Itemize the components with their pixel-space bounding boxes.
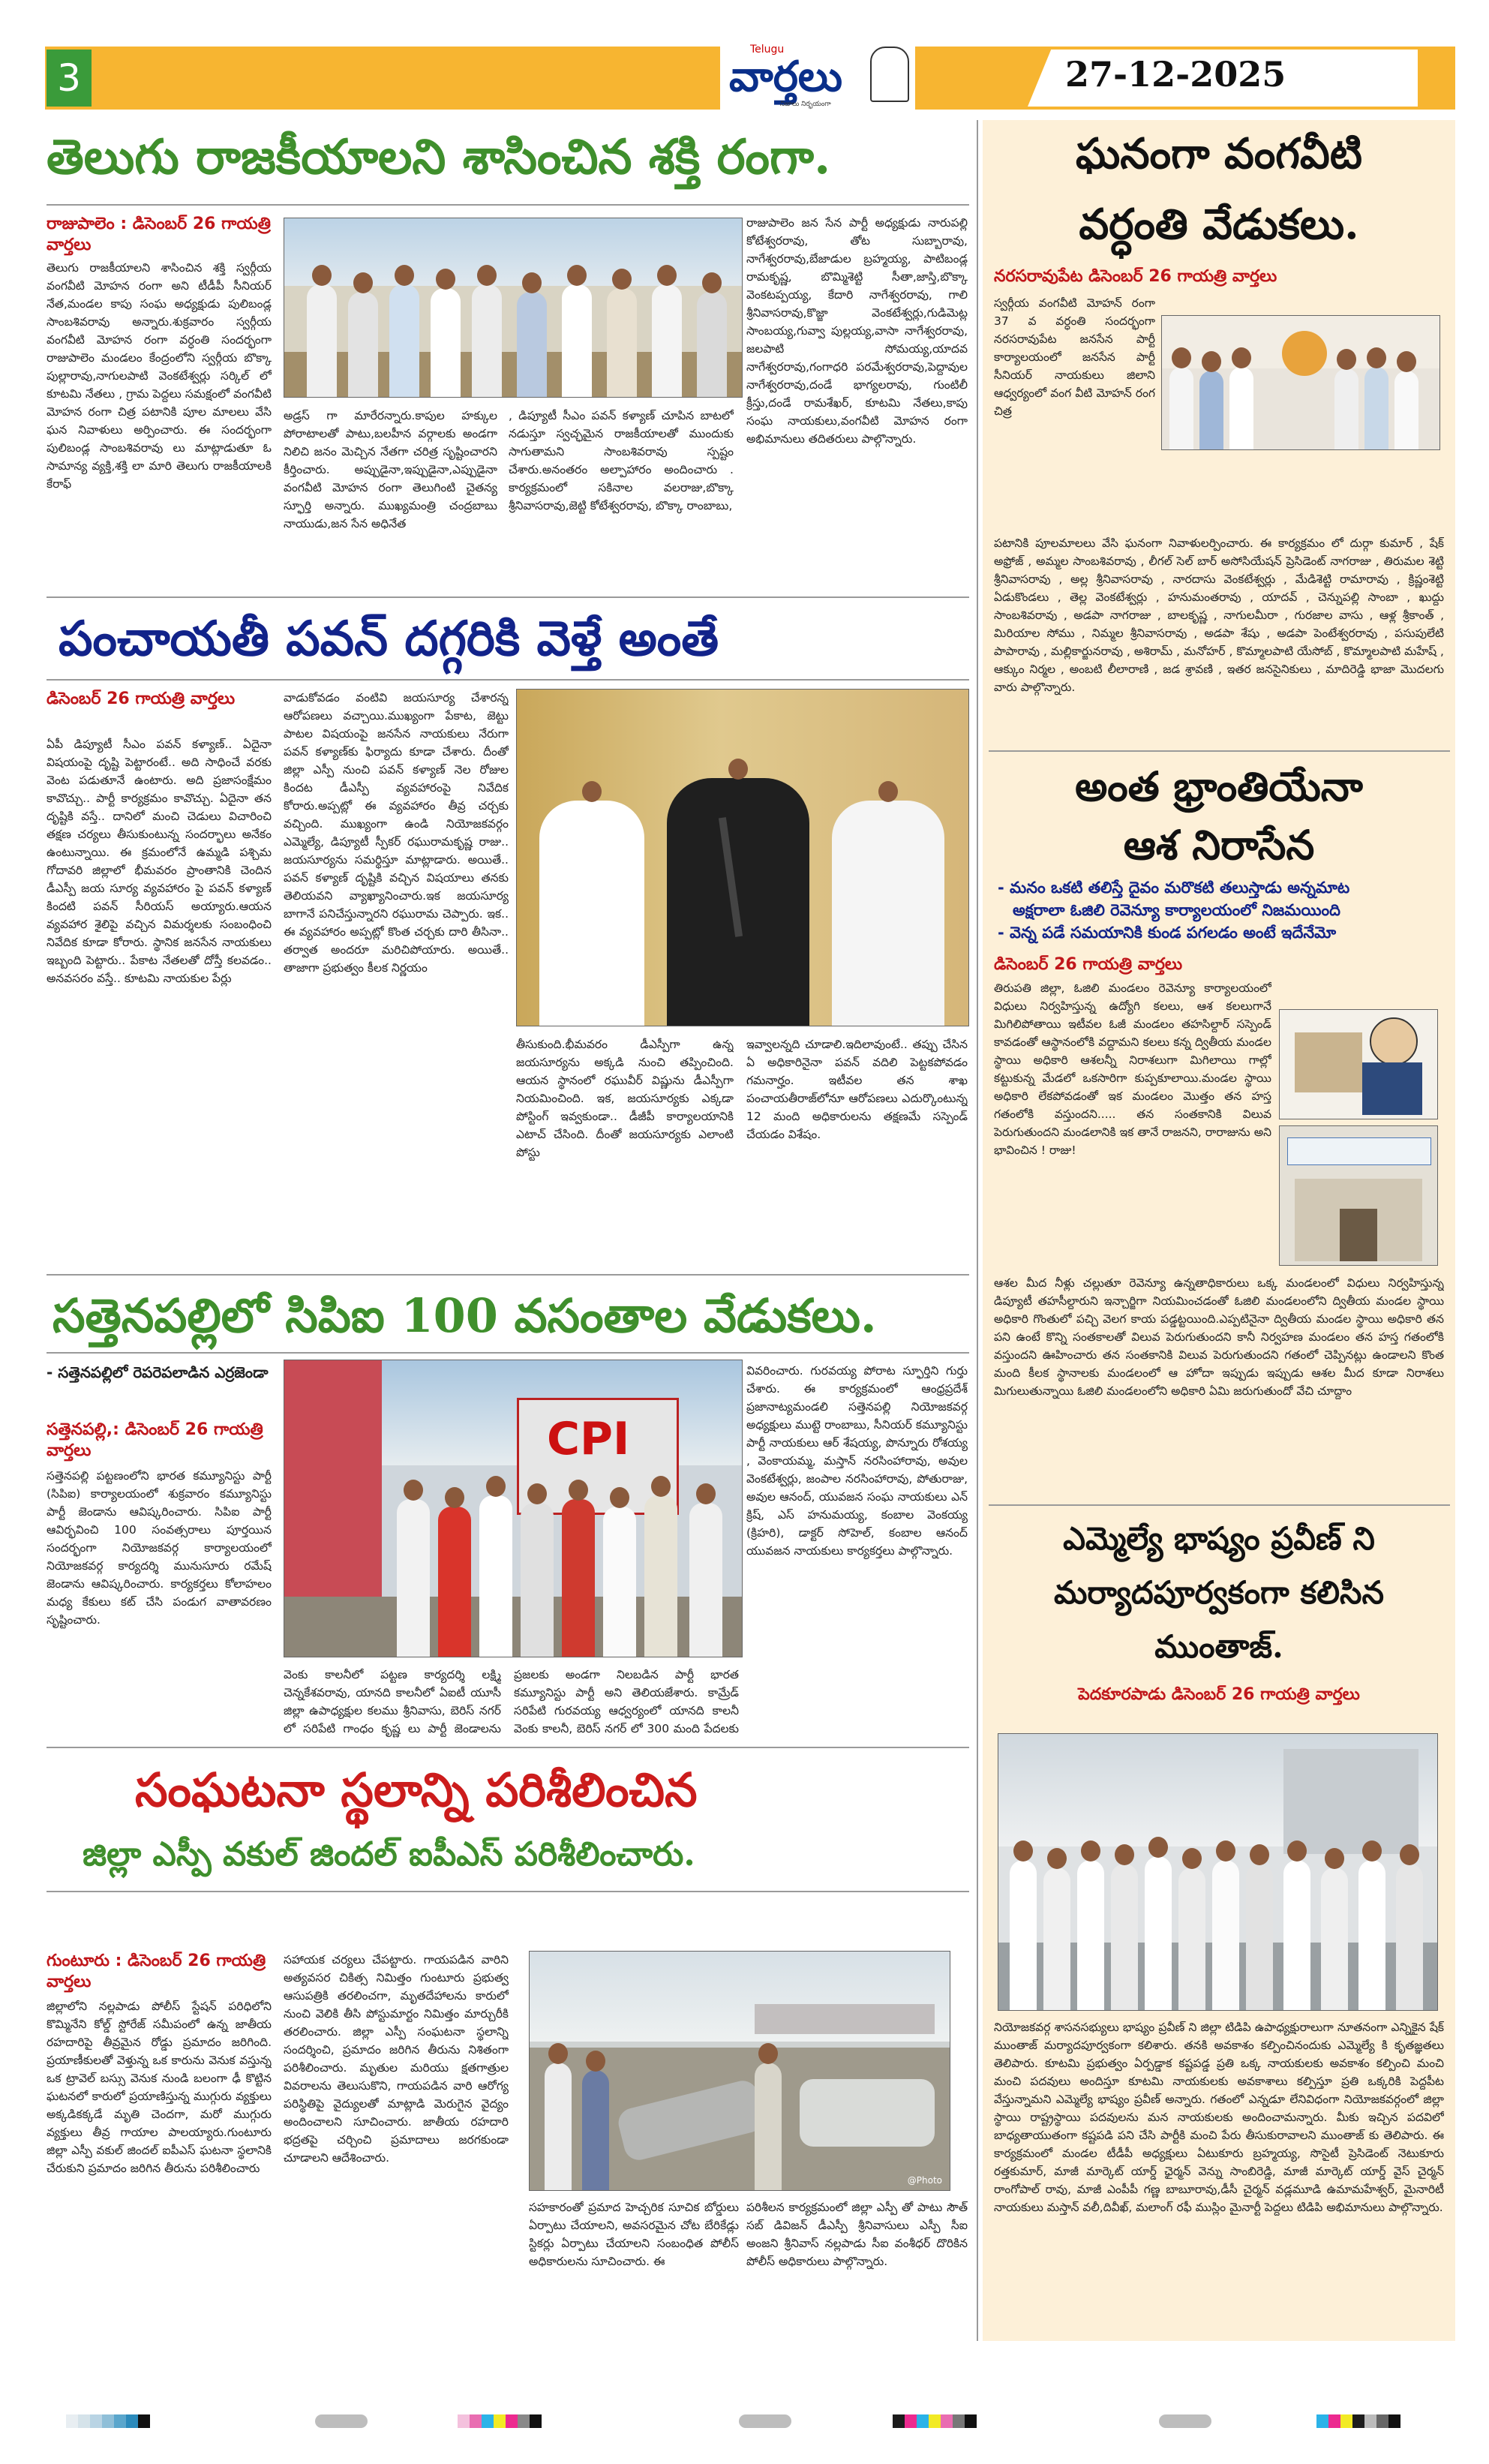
- page-number: 3: [47, 50, 92, 107]
- divider: [989, 1504, 1450, 1506]
- cpi-col2: వెంకు కాలనీలో పట్టణ కార్యదర్శి లక్ష్మి చెన్నకేశవరావు, యానది కాలనీలో ఏఐటీ యూసీ జిల్లా ఉపాధ్యక్షుల కలము శ్రీనివాసు, బెరిస్ నగర్ లో సరిపేటి గాంధం కృష్ణ లు పార్టీ జెండాలను: [284, 1668, 501, 1735]
- registration-color-bar: [458, 2414, 542, 2428]
- accident-dateline: గుంటూరు : డిసెంబర్ 26 గాయత్రి వార్తలు: [47, 1952, 266, 1991]
- bhashyam-body: నియోజకవర్గ శాసనసభ్యులు భాష్యం ప్రవీణ్ ని జిల్లా టిడిపి ఉపాధ్యక్షురాలుగా నూతనంగా ఎన్నికైన షేక్ ముంతాజ్ మర్యాదపూర్వకంగా కలిశారు. తనకి అవకాశం కల్పించినందుకు ఎమ్మెల్యే కి కృతజ్ఞతలు తెలిపారు. కూటమి ప్రభుత్వం ఏర్పడ్డాక కష్టపడ్డ ప్రతి ఒక్క నాయకులకు అవకాశం కల్పించి మంచి మంచి పదవులు అందిస్తూ కూటమి నాయకులకు అవకాశాలు కల్పిస్తూ ప్రతి ఒక్కరికి పెద్దపీట వేస్తున్నామని ఎమ్మెల్యే భాష్యం ప్రవీణ్ అన్నారు. గతంలో ఎన్నడూ లేనివిధంగా నియోజకవర్గంలో జిల్లా స్థాయి రాష్ట్రస్థాయి పదవులను మన నాయకులకు అందించామన్నారు. మీకు ఇచ్చిన పదవిలో బాధ్యతాయుతంగా కష్టపడి పని చేసి పార్టీకి మంచి పేరు తీసుకురావాలని ముంతాజ్ కు తెలిపారు. ఈ కార్యక్రమంలో మండల టీడీపీ అధ్యక్షులు ఏటుకూరు బ్రహ్మయ్య, సొసైటీ ప్రెసిడెంట్ నెటుకూరు రత్తకుమార్, మాజీ మార్కెట్ యార్డ్ ఛైర్మన్ వెన్ను సాంబిరెడ్డి, మాజీ మార్కెట్ యార్డ్ వైస్ చైర్మన్ రాంగోపాల్ రావు, మాజీ ఎంపీపీ గణ్ణ బాబూరావు,డీసీ చైర్మన్ వడ్లమూడి ఉమామహేశ్వర్, మైనారిటీ నాయకులు మస్తాన్ వలీ,దివీఖ్, మలాంగ్ రఫీ ముస్లిం మైనార్టీ పెద్దలు టిడిపి అభిమానులు పాల్గొన్నారు.: [994, 2021, 1444, 2214]
- ranga-headline: తెలుగు రాజకీయాలని శాసించిన శక్తి రంగా.: [47, 129, 831, 185]
- cpi-banner-text: CPI: [547, 1413, 630, 1465]
- registration-color-bar: [893, 2414, 977, 2428]
- vangaveeti-body: పటానికి పూలమాలలు వేసి ఘనంగా నివాళులర్పించారు. ఈ కార్యక్రమం లో దుర్గా కుమార్ , షేక్ అఫ్రోజ్ , అమ్మల సాంబశివరావు , లీగల్ సెల్ బార్ అసోసియేషన్ ప్రెసిడెంట్ నాగరాజు , తిరుమల శెట్టి శ్రీనివాసరావు , అల్ల శ్రీనివాసరావు , నారదాసు వెంకటేశ్వర్లు , మేడిశెట్టి రామారావు , క్రిష్ణంశెట్టి ఏడుకొండలు , తెల్ల వెంకటేశ్వర్లు , హనుమంతరావు , యాదవ్ , చెన్నుపల్లి సాంబా , ఖుద్దు సాంబశివరావు , అడపా నాగరాజు , బాలకృష్ణ , నాగులమీరా , గురజాల వాసు , ఆళ్ల శ్రీకాంత్ , మిరియాల సోము , నిమ్మల శ్రీనివాసరావు , అడపా శేషు , అడపా పెంటేశ్వరరావు , పసుపులేటి పాపారావు , మల్లికార్జునరావు , అశిరామ్ , మనోహర్ , కొమ్మాలపాటి యేసోబ్ , కొమ్మాలపాటి మహేష్ , ఆక్కుం నిర్మల , అంబటి లీలారాణి , జడ శ్రావణి , ఇతర జనసైనికులు , మాదిరెడ్డి భాజా మొదలగు వారు పాల్గొన్నారు.: [994, 536, 1444, 694]
- logo-figure-icon: [870, 47, 909, 102]
- bhranti-office-photo: [1279, 1125, 1438, 1266]
- bhashyam-photo: [998, 1733, 1438, 2011]
- cpi-subline: - సత్తెనపల్లిలో రెపరెపలాడిన ఎర్రజెండా: [47, 1363, 269, 1381]
- pawan-photo: [516, 689, 969, 1026]
- accident-headline-line2: జిల్లా ఎస్పీ వకుల్ జిందల్ ఐపీఎస్ పరిశీలించారు.: [83, 1835, 695, 1874]
- bhranti-bullet-2: అక్షరాలా ఓజిలి రెవెన్యూ కార్యాలయంలో నిజమయింది: [1013, 901, 1340, 919]
- cpi-col4: వివరించారు. గురవయ్య పోరాట స్ఫూర్తిని గుర్తు చేశారు. ఈ కార్యక్రమంలో ఆంధ్రప్రదేశ్ ప్రజానాట్యమండలి సత్తెనపల్లి నియోజకవర్గ అధ్యక్షులు ముట్టె రాంబాబు, సీనియర్ కమ్యూనిస్టు పార్టీ నాయకులు ఆర్ శేషయ్య, పొన్నూరు రోశయ్య , వెంకాయమ్మ, మస్తాన్ నరసింహారావు, అవుల వెంకటేశ్వర్లు, జంపాల నరసింహారావు, పోతురాజు, అవుల ఆనంద్, యువజన సంఘ నాయకులు ఎన్ క్రిష్, ఎస్ హనుమయ్య, కంబాల వెంకయ్య (క్రిహరి), డాక్టర్ సోహెల్, కంబాల ఆనంద్ యువజన నాయకులు కార్యకర్తలు పాల్గొన్నారు.: [746, 1364, 968, 1558]
- bhashyam-headline-line2: మర్యాదపూర్వకంగా కలిసిన: [1054, 1574, 1384, 1611]
- vangaveeti-headline-line2: వర్ధంతి వేడుకలు.: [1079, 200, 1359, 249]
- accident-photo: [529, 1951, 950, 2191]
- issue-date: 27-12-2025: [1065, 54, 1286, 95]
- pawan-col4: ఇవ్వాలన్నది చూడాలి.ఇదిలావుంటే.. తప్పు చేసిన ఏ అధికారినైనా పవన్ వదిలి పెట్టకపోవడం గమనార్హం. ఇటీవల తన శాఖ పంచాయతీరాజ్‌లోనూ ఆరోపణలు ఎదుర్కొంటున్న 12 మంది అధికారులను తక్షణమే సస్పెండ్ చేయడం విశేషం.: [746, 1038, 968, 1141]
- column-divider: [977, 120, 978, 2341]
- accident-col3: సహకారంతో ప్రమాద హెచ్చరిక సూచిక బోర్డులు ఏర్పాటు చేయాలని, అవసరమైన చోట బేరికేడ్లు స్టికర్లు ఏర్పాటు చేయాలని సంబంధిత పోలీస్ అధికారులను సూచించారు. ఈ: [529, 2201, 739, 2268]
- divider: [47, 1274, 969, 1276]
- bhashyam-headline-line1: ఎమ్మెల్యే భాష్యం ప్రవీణ్ ని: [1063, 1520, 1375, 1557]
- ranga-col4: రాజుపాలెం జన సేన పార్టీ అధ్యక్షుడు నారుపల్లి కోటేశ్వరరావు, తోట సుబ్బారావు, నాగేశ్వరరావు,బేజాడుల బ్రహ్మయ్య, పాటిబండ్ల రామకృష్ణ, బొమ్మిశెట్టి సీతా,జాస్తి,బొక్కా వెంకటప్పయ్య, కేదారి నాగేశ్వరరావు, గాలి శ్రీనివాసరావు,కొజ్జా వెంకటేశ్వర్లు,గుడిమెట్ల సాంబయ్య,గువ్వా పుల్లయ్య,వాసా నాగేశ్వరరావు, జలపాటి సోమయ్య,యాదవ నాగేశ్వరరావు,గంగాధరి పరమేశ్వరరావు,పెద్దావుల నాగేశ్వరరావు,దండే భాగ్యలరావు, గుంటిలీ క్రీస్తు,దండే రామశేఖర్, కూటమి నేతలు,కాపు సంఘ నాయకులు,వంగవీటి మోహన రంగా అభిమానులు తదితరులు పాల్గొన్నారు.: [746, 216, 968, 446]
- bhranti-col-left: తిరుపతి జిల్లా, ఓజిలి మండలం రెవెన్యూ కార్యాలయంలో విధులు నిర్వహిస్తున్న ఉద్యోగి కలలు, ఆశ కలలుగానే మిగిలిపోతాయి ఇటీవల ఓజీ మండలం తహసిల్దార్ సస్పెండ్ కావడంతో ఆస్థానంలోకి వద్దామని కలలు కన్న ద్వితీయ మండల స్థాయి అధికారి ఆశలన్నీ నిరాశలుగా మిగిలాయి గాల్లో కట్టుకున్న మేడలో ఒకసారిగా కుప్పకూలాయి.మండల స్థాయి అధికారి లేకపోవడంతో ఇక మండలం మొత్తం తన హస్త గతంలోకి వస్తుందని..... తన సంతకానికి విలువ పెరుగుతుందని మండలానికి ఇక తానే రాజనని, రారాజును అని భావించిన ! రాజు!: [994, 981, 1271, 1157]
- accident-headline-line1: సంఘటనా స్థలాన్ని పరిశీలించిన: [135, 1762, 698, 1817]
- divider: [47, 1747, 969, 1748]
- bhranti-body: ఆశల మీద నీళ్లు చల్లుతూ రెవెన్యూ ఉన్నతాధికారులు ఒక్క మండలంలో విధులు నిర్వహిస్తున్న డిప్యూటీ తహసీల్దారుని ఇన్చార్జిగా నియమించడంతో ఓజిలి మండలంలోని ద్వితీయ మండల స్థాయి అధికారి గొంతులో పచ్చి వెలగ కాయ పడ్డట్టయింది.ఎప్పటినైనా ద్వితీయ మండల స్థాయి అధికారి తన పని ఉంటే కొన్ని సంతకాలతో విలువ పెరుగుతుందని కానీ నిర్వహణ మండలం తన హస్త గతంలోకి వస్తుందని ఊహించారు తన సంతకానికి విలువ పెరుగుతుందని గతంలో చెప్పినట్లు ఉండాలని కొంత మంది కీలక స్థానాలకు మండలంలో ఆ హోదా ఇప్పుడు ఇప్పుడు ఆశల మీద కూడా నిరాశలు మిగులుతున్నాయి ఓజిలి మండలంలోని అధికారి ఏమి జరుగుతుందో వేచి చూద్దాం: [994, 1276, 1444, 1398]
- cpi-col3: ప్రజలకు అండగా నిలబడిన పార్టీ భారత కమ్యూనిస్టు పార్టీ అని తెలియజేశారు. కామ్రేడ్ సరిపేటి గురవయ్య ఆధ్వర్యంలో యానది కాలనీ వెంకు కాలనీ, బెరిస్ నగర్ లో 300 మంది పేదలకు: [514, 1668, 739, 1735]
- logo-small-text: Telugu: [750, 44, 785, 56]
- cpi-photo: [284, 1360, 743, 1657]
- registration-mark: [1159, 2414, 1211, 2428]
- accident-col4: పరిశీలన కార్యక్రమంలో జిల్లా ఎస్పీ తో పాటు సౌత్ సబ్ డివిజన్ డీఎస్పీ శ్రీనివాసులు ఎస్పీ సీఐ అంజని శ్రీనివాస్ నల్లపాడు సీఐ వంశీధర్ దొరికిన పోలీస్ అధికారులు పాల్గొన్నారు.: [746, 2201, 968, 2268]
- bhranti-bullet-1: - మనం ఒకటి తలిస్తే దైవం మరొకటి తలుస్తాడు అన్నమాట: [998, 879, 1350, 897]
- vangaveeti-col-left: స్వర్గీయ వంగవీటి మోహన్ రంగా 37 వ వర్ధంతి సందర్భంగా నరసరావుపేట జనసేన పార్టీ కార్యాలయంలో జనసేన పార్టీ సీనియర్ నాయకులు జిలాని ఆధ్వర్యంలో వంగ వీటి మోహన్ రంగ చిత్ర: [994, 296, 1155, 418]
- logo-tagline: నిజాలు నిర్భయంగా: [780, 101, 831, 108]
- divider: [47, 679, 969, 681]
- bhranti-dateline: డిసెంబర్ 26 గాయత్రి వార్తలు: [994, 955, 1183, 974]
- pawan-dateline: డిసెంబర్ 26 గాయత్రి వార్తలు: [47, 690, 236, 708]
- pawan-col3: తీసుకుంది.భీమవరం డీఎస్పీగా ఉన్న జయసూర్యను అక్కడి నుంచి తప్పించింది. ఆయన స్థానంలో రఘువీర్ విష్ణును డీఎస్పీగా నియమించింది. ఇక, జయసూర్యకు ఎక్కడా పోస్టింగ్ ఇవ్వకుండా.. డీజీపీ కార్యాలయానికి ఎటాచ్ చేసింది. దీంతో జయసూర్యకు ఎలాంటి పోస్టు: [516, 1038, 734, 1159]
- bhashyam-headline-line3: ముంతాజ్.: [1154, 1628, 1283, 1665]
- divider: [989, 750, 1450, 752]
- divider: [47, 596, 969, 598]
- registration-mark: [315, 2414, 368, 2428]
- pawan-headline: పంచాయతీ పవన్ దగ్గరికి వెళ్తే అంతే: [59, 611, 719, 667]
- ranga-col2: అడ్రస్ గా మారేరన్నారు.కాపుల హక్కుల పోరాటాలతో పాటు,బలహీన వర్గాలకు అండగా నిలిచి జనం మెచ్చిన నేతగా చరిత్ర సృష్టించారని కీర్తించారు. అప్పుడైనా,ఇప్పుడైనా,ఎప్పుడైనా వంగవీటి మోహన రంగా తెలుగింటి చైతన్య స్ఫూర్తి అన్నారు. ముఖ్యమంత్రి చంద్రబాబు నాయుడు,జన సేన అధినేత: [284, 409, 497, 530]
- ranga-col3: , డిప్యూటీ సీఎం పవన్ కళ్యాణ్ చూపిన బాటలో నడుస్తూ స్వచ్ఛమైన రాజకీయాలతో ముందుకు సాగుతామని సాంబశివరావు స్పష్టం చేశారు.అనంతరం అల్పాహారం అందించారు . కార్యక్రమంలో సకినాల వలరాజు,బొక్కా శ్రీనివాసరావు,జెట్టి కోటేశ్వరరావు, బొక్కా రాంబాబు,: [509, 409, 734, 512]
- cpi-headline: సత్తెనపల్లిలో సిపిఐ 100 వసంతాల వేడుకలు.: [53, 1288, 877, 1343]
- accident-col2: సహాయక చర్యలు చేపట్టారు. గాయపడిన వారిని అత్యవసర చికిత్స నిమిత్తం గుంటూరు ప్రభుత్వ ఆసుపత్రికి తరలించగా, మృతదేహాలను కారులో నుంచి వెలికి తీసి పోస్టుమార్టం నిమిత్తం మార్చురీకి తరలించారు. జిల్లా ఎస్పీ సంఘటనా స్థలాన్ని సందర్శించి, ప్రమాదం జరిగిన తీరును నిశితంగా పరిశీలించారు. మృతుల మరియు క్షతగాత్రుల వివరాలను తెలుసుకొని, గాయపడిన వారి ఆరోగ్య పరిస్థితిపై వైద్యులతో మాట్లాడి మెరుగైన వైద్యం అందించాలని సూచించారు. జాతీయ రహదారి భద్రతపై చర్చించి ప్రమాదాలు జరగకుండా చూడాలని ఆదేశించారు.: [284, 1953, 509, 2165]
- vangaveeti-headline-line1: ఘనంగా వంగవీటి: [1076, 129, 1362, 179]
- logo-title: వార్తలు: [729, 53, 842, 101]
- ranga-photo: [284, 218, 743, 398]
- photo-watermark: @Photo: [907, 2175, 942, 2186]
- vangaveeti-dateline: నరసరావుపేట డిసెంబర్ 26 గాయత్రి వార్తలు: [994, 267, 1277, 286]
- divider: [47, 204, 969, 206]
- bhranti-bullet-3: - వెన్న పడే సమయానికి కుండ పగలడం అంటే ఇదేనేమో: [998, 924, 1337, 942]
- bhranti-headline-line1: అంత భ్రాంతియేనా: [1075, 762, 1363, 810]
- cpi-dateline: సత్తెనపల్లి,: డిసెంబర్ 26 గాయత్రి వార్తలు: [47, 1420, 263, 1460]
- divider: [47, 1891, 969, 1892]
- bhashyam-dateline: పెదకూరపాడు డిసెంబర్ 26 గాయత్రి వార్తలు: [1078, 1685, 1360, 1704]
- accident-col1: జిల్లాలోని నల్లపాడు పోలీస్ స్టేషన్ పరిధిలోని కొమ్మినేని కోల్డ్ స్టోరేజ్ సమీపంలో ఉన్న జాతీయ రహదారిపై తీవ్రమైన రోడ్డు ప్రమాదం జరిగింది. ప్రయాణీకులతో వెళ్తున్న ఒక కారును వెనుక వస్తున్న ఒక ట్రావెల్ బస్సు వెనుక నుండి బలంగా ఢీ కొట్టిన ఘటనలో కారులో ప్రయాణిస్తున్న ముగ్గురు వ్యక్తులు అక్కడికక్కడే మృతి చెందగా, మరో ముగ్గురు వ్యక్తులు తీవ్ర గాయాల పాలయ్యారు.గుంటూరు జిల్లా ఎస్పీ వకుల్ జిందల్ ఐపీఎస్ ఘటనా స్థలానికి చేరుకుని ప్రమాదం జరిగిన తీరును పరిశీలించారు: [47, 2000, 272, 2175]
- registration-mark: [739, 2414, 791, 2428]
- cpi-col1: సత్తెనపల్లి పట్టణంలోని భారత కమ్యూనిస్టు పార్టీ (సిపిఐ) కార్యాలయంలో శుక్రవారం కమ్యూనిస్టు పార్టీ జెండాను ఆవిష్కరించారు. సిపిఐ పార్టీ ఆవిర్భవించి 100 సంవత్సరాలు పూర్తయిన సందర్భంగా నియోజకవర్గ కార్యాలయంలో నియోజకవర్గ కార్యదర్శి మునుసూరు రమేష్ జెండాను ఆవిష్కరించారు. కార్యకర్తలు కోలాహలం మధ్య కేకులు కట్ చేసి పండుగ వాతావరణం సృష్టించారు.: [47, 1469, 272, 1627]
- pawan-col1: ఏపీ డిప్యూటీ సీఎం పవన్ కళ్యాణ్.. ఏదైనా విషయంపై దృష్టి పెట్టారంటే.. అది సాధించే వరకు వెంట పడుతూనే ఉంటారు. అది ప్రజాసంక్షేమం కావొచ్చు.. పార్టీ కార్యక్రమం కావొచ్చు. ఏదైనా తన దృష్టికి వస్తే.. దానిలో మంచి చెడులు విచారించి తక్షణ చర్యలు తీసుకుంటున్న సందర్భాలు అనేకం ఉంటున్నాయి. ఈ క్రమంలోనే ఉమ్మడి పశ్చిమ గోదావరి జిల్లాలో భీమవరం ప్రాంతానికి చెందిన డీఎస్పీ జయ సూర్య వ్యవహారం పై పవన్ కళ్యాణ్ కిందటి పవన్ సీరియస్ అయ్యారు.ఆయన వ్యవహార శైలిపై వచ్చిన విమర్శలకు సంబంధించి నివేదిక కూడా కోరారు. స్థానిక జనసేన నాయకులు ఇబ్బంది పెట్టారు.. పేకాట నేతలతో దోస్తీ కలవడం.. అనవసరం వస్తే.. కూటమి నాయకుల పేర్లు: [47, 738, 272, 985]
- ranga-dateline: రాజుపాలెం : డిసెంబర్ 26 గాయత్రి వార్తలు: [47, 215, 271, 254]
- bhranti-cartoon-top: [1279, 1009, 1438, 1119]
- registration-color-bar: [1316, 2414, 1400, 2428]
- divider: [47, 1352, 969, 1354]
- vangaveeti-photo: [1161, 315, 1440, 450]
- bhranti-headline-line2: ఆశ నిరాసేన: [1123, 821, 1315, 869]
- ranga-col1: తెలుగు రాజకీయాలని శాసించిన శక్తి స్వర్గీయ వంగవీటి మోహన రంగా అని టీడీపీ సీనియర్ నేత,మండల కాపు సంఘ అధ్యక్షుడు పులిబండ్ల సాంబశివరావు అన్నారు.శుక్రవారం స్వర్గీయ వంగవీటి మోహన రంగా వర్ధంతి సందర్భంగా రాజుపాలెం మండలం కేంద్రంలోని స్వర్గీయ బొక్కా పుల్లారావు,నాగులపాటి వెంకటేశ్వర్లు సర్కిల్ లో కూటమి నేతలు , గ్రామ పెద్దలు సమక్షంలో వంగవీటి మోహన రంగా చిత్ర పటానికి పూల మాలలు వేసి ఘన నివాళులు అర్పించారు. ఈ సందర్భంగా పులిబండ్ల సాంబశివరావు లు మాట్లాడుతూ ఓ సామాన్య వ్యక్తి,శక్తి లా మారి తెలుగు రాజకీయాలకి కేరాఫ్: [47, 261, 272, 491]
- registration-color-bar: [66, 2414, 150, 2428]
- pawan-col2: వాడుకోవడం వంటివి జయసూర్య చేశారన్న ఆరోపణలు వచ్చాయి.ముఖ్యంగా పేకాట, జెట్టు పాటల విషయంపై జనసేన నాయకులు నేరుగా పవన్ కళ్యాణ్‌కు ఫిర్యాదు కూడా చేశారు. దీంతో జిల్లా ఎస్పీ నుంచి పవన్ కళ్యాణ్ నెల రోజుల కిందట డీఎస్పీ వ్యవహారంపై నివేదిక కోరారు.అప్పట్లో ఈ వ్యవహారం తీవ్ర చర్చకు వచ్చింది. ముఖ్యంగా ఉండి నియోజకవర్గం ఎమ్మెల్యే, డిప్యూటీ స్పీకర్ రఘురామకృష్ణ రాజు.. జయసూర్యను సమర్థిస్తూ మాట్లాడారు. అయితే.. పవన్ కళ్యాణ్ దృష్టికి వచ్చిన విషయాలు తనకు తెలియవని వ్యాఖ్యానించారు.ఇక జయసూర్య బాగానే పనిచేస్తున్నారని రఘురామ చెప్పారు. ఇక.. ఈ వ్యవహారం అప్పట్లో కొంత చర్చకు దారి తీసినా.. తర్వాత అందరూ మరిచిపోయారు. అయితే.. తాజాగా ప్రభుత్వం కీలక నిర్ణయం: [284, 691, 509, 975]
